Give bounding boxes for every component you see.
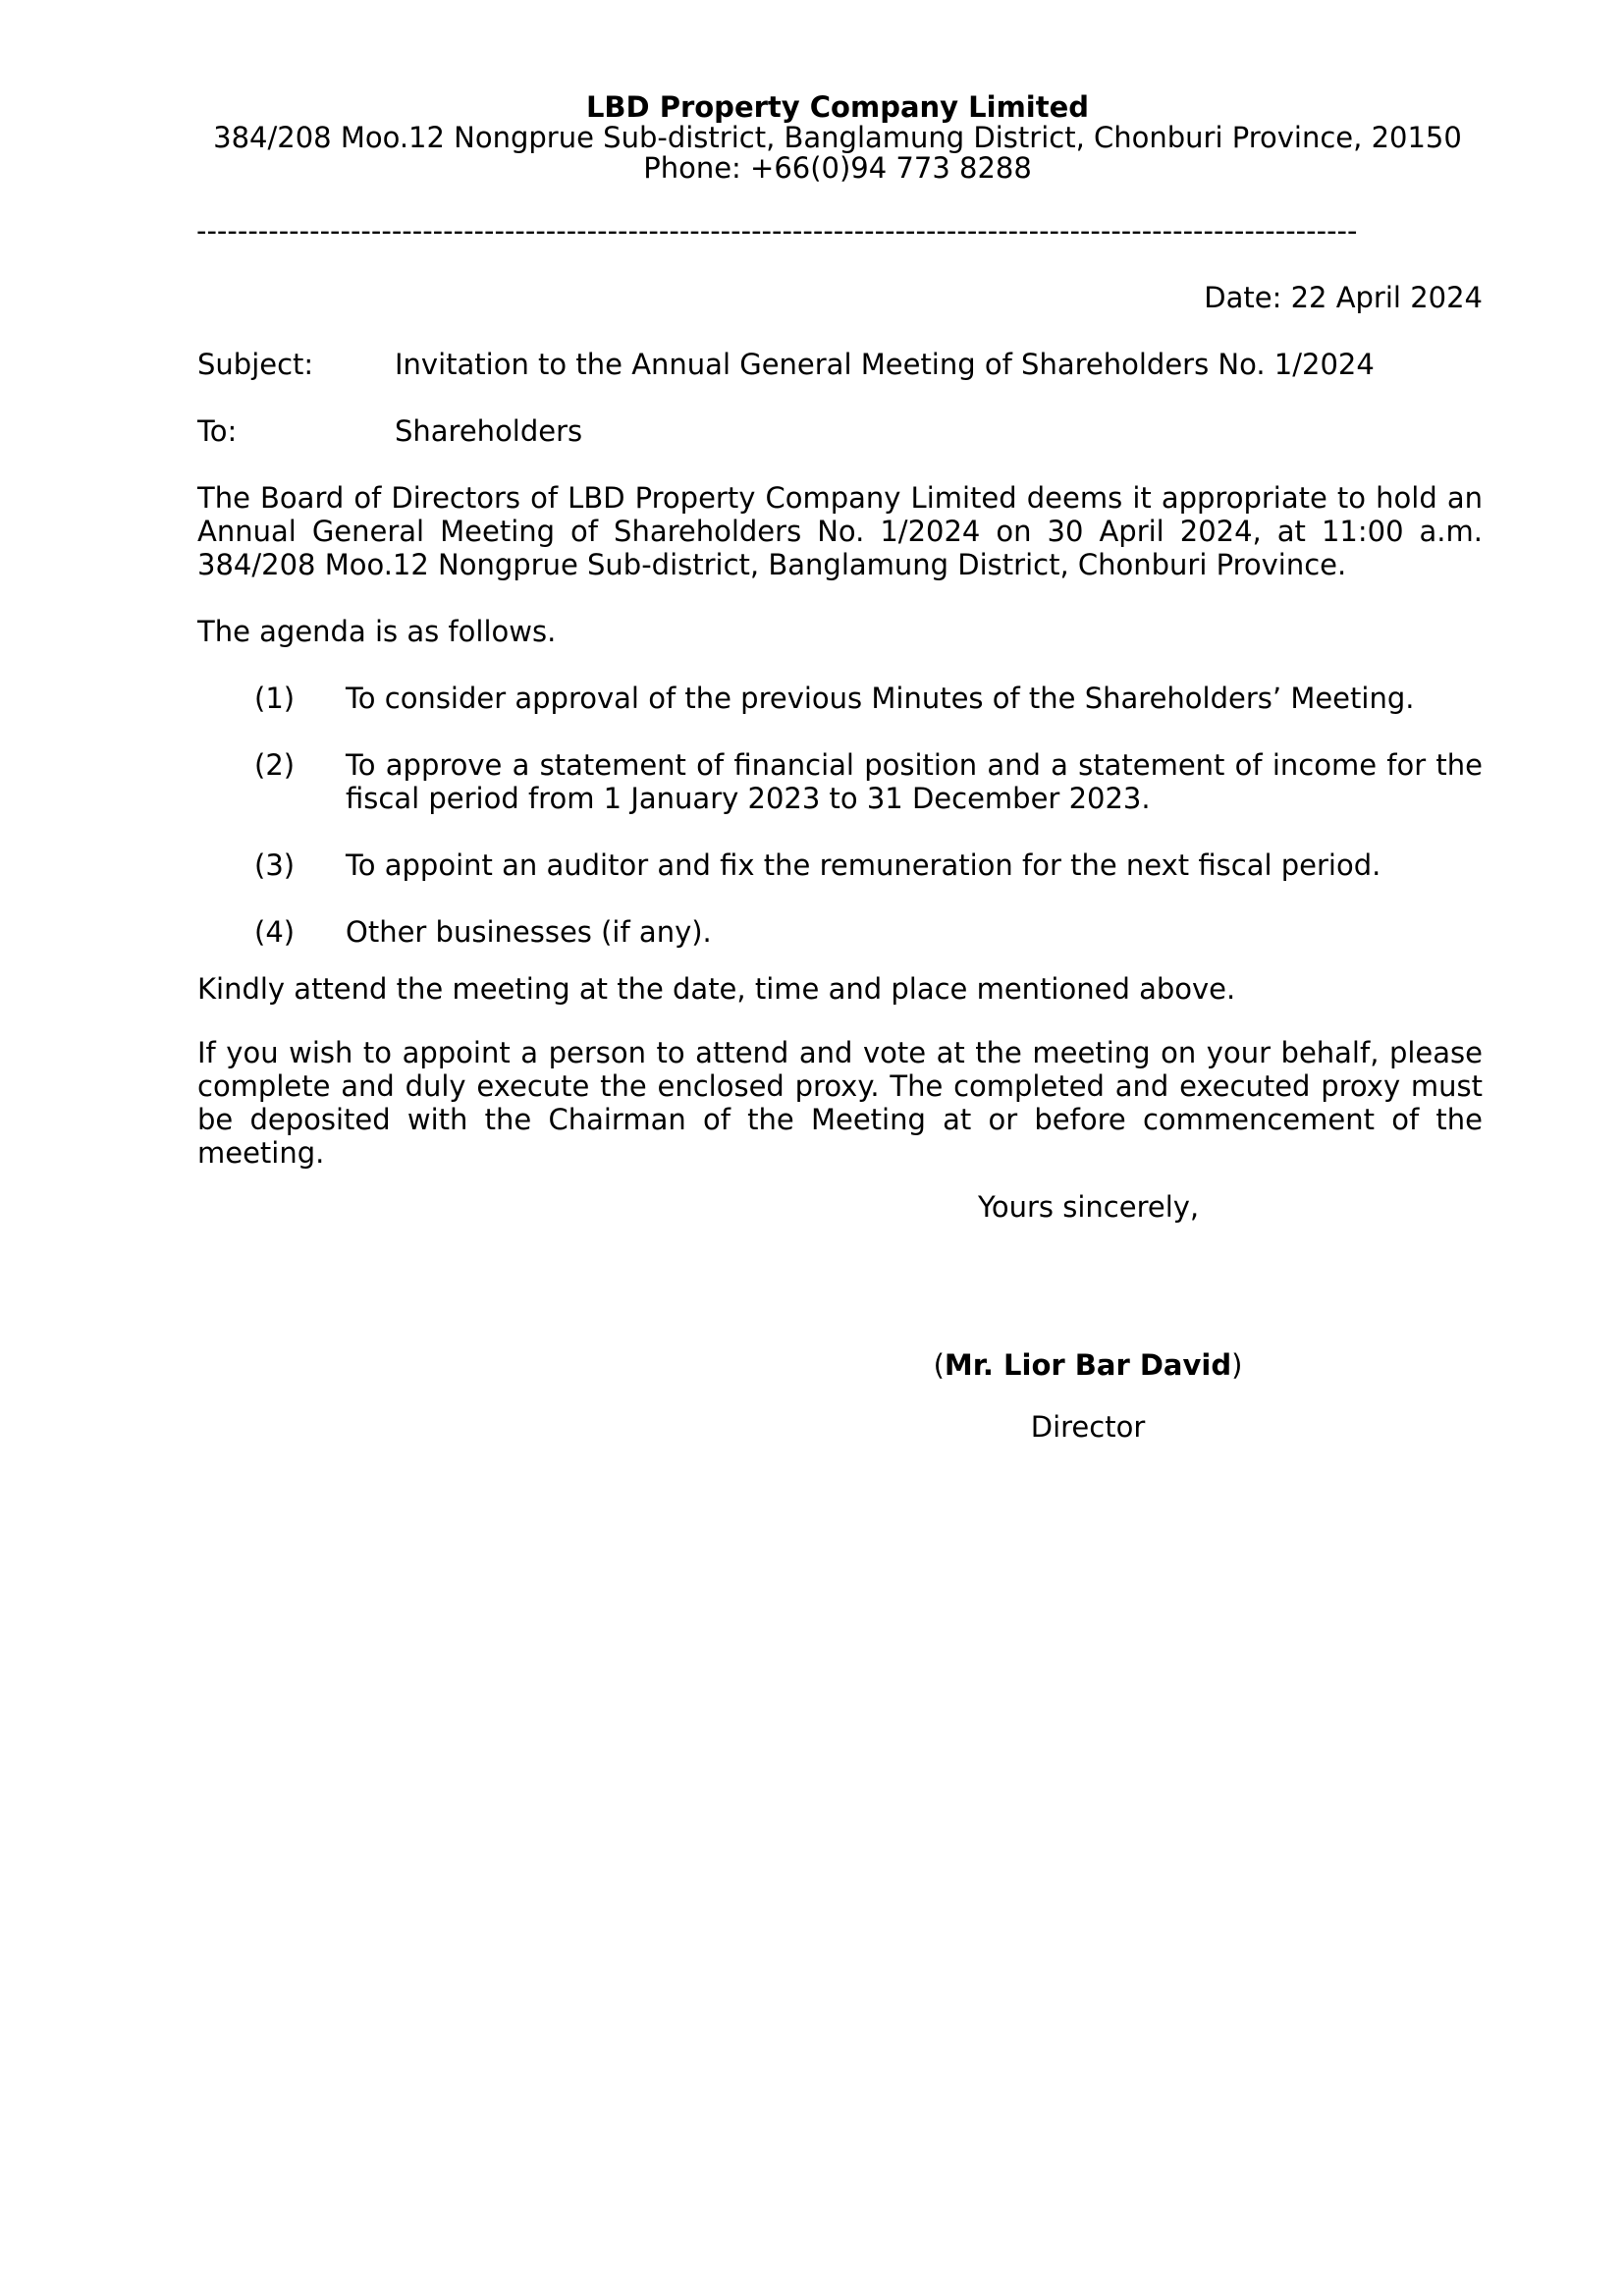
signatory-name-line: [0, 1348, 1624, 1382]
agenda-item-number: (3): [254, 848, 296, 882]
to-label: To:: [197, 414, 238, 448]
company-name: LBD Property Company Limited: [585, 90, 1090, 124]
agenda-item-text: To appoint an auditor and fix the remuneration for the next fiscal period.: [346, 848, 1381, 882]
subject-value: Invitation to the Annual General Meeting of Shareholders No. 1/2024: [395, 348, 1375, 381]
closing: Yours sincerely,: [978, 1190, 1200, 1224]
signatory-open-paren: (: [933, 1348, 945, 1382]
proxy-paragraph: If you wish to appoint a person to attend and vote at the meeting on your behalf, please complete and duly execute the enclosed proxy. The completed and executed proxy must be deposited with the Chairman of the Meeting at or before commencement of the meeting.: [197, 1036, 1483, 1170]
agenda-intro: The agenda is as follows.: [197, 615, 557, 648]
to-value: Shareholders: [395, 414, 583, 448]
header-divider: -----------------------------------------------------------------------------------------------------------------: [196, 214, 1358, 247]
agenda-item-text: To approve a statement of financial position and a statement of income for the fiscal period from 1 January 2023 to 31 December 2023.: [346, 748, 1483, 815]
company-address: 384/208 Moo.12 Nongprue Sub-district, Banglamung District, Chonburi Province, 20150: [213, 121, 1462, 154]
agenda-item-number: (1): [254, 682, 296, 715]
agenda-item-number: (4): [254, 915, 296, 949]
intro-paragraph: The Board of Directors of LBD Property Company Limited deems it appropriate to hold an Annual General Meeting of Shareholders No. 1/2024 on 30 April 2024, at 11:00 a.m. 384/208 Moo.12 Nongprue Sub-district, Banglamung District, Chonburi Province.: [197, 481, 1483, 581]
signatory-name: Mr. Lior Bar David: [944, 1348, 1232, 1382]
signatory-title: Director: [1030, 1410, 1146, 1444]
subject-label: Subject:: [197, 348, 314, 381]
agenda-item-text: Other businesses (if any).: [346, 915, 712, 949]
agenda-item-text: To consider approval of the previous Minutes of the Shareholders’ Meeting.: [346, 682, 1415, 715]
signatory-close-paren: ): [1231, 1348, 1243, 1382]
attend-paragraph: Kindly attend the meeting at the date, time and place mentioned above.: [197, 972, 1236, 1006]
company-phone: Phone: +66(0)94 773 8288: [643, 151, 1032, 185]
agenda-item-number: (2): [254, 748, 296, 782]
letter-date: Date: 22 April 2024: [1204, 281, 1483, 314]
